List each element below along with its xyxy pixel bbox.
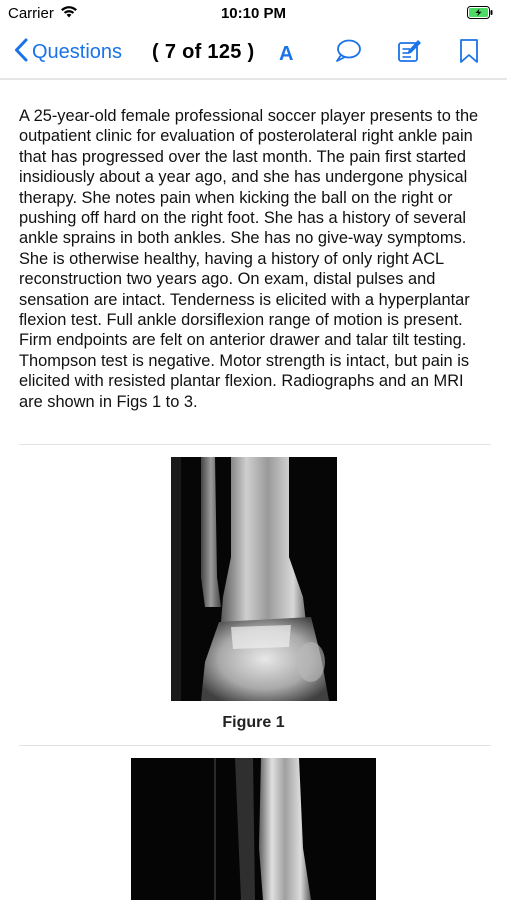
font-size-button[interactable]: A — [279, 43, 294, 65]
divider — [19, 745, 491, 746]
nav-divider — [0, 78, 507, 80]
question-text: A 25-year-old female professional soccer player presents to the outpatient clinic for evaluation of posterolateral right ankle pain that has progressed over the last month. The pain first started insidiously about a year ago, and she has undergone physical therapy. She notes pain when kicking the ball on the right or pushing off hard on the right foot. She has a history of several ankle sprains in both ankles. She has no give-way symptoms. She is otherwise healthy, having a history of only right ACL reconstruction two years ago. On exam, distal pulses and sensation are intact. Tenderness is elicited with a hyperplantar flexion test. Full ankle dorsiflexion range of motion is present. Firm endpoints are felt on anterior drawer and talar tilt testing. Thompson test is negative. Motor strength is intact, but pain is elicited with resisted plantar flexion. Radiographs and an MRI are shown in Figs 1 to 3. — [19, 107, 479, 411]
figure-1-image[interactable] — [171, 457, 337, 701]
figure-1-caption: Figure 1 — [222, 714, 285, 731]
status-time: 10:10 PM — [220, 5, 287, 22]
figure-2-image[interactable] — [131, 758, 376, 900]
back-button-label: Questions — [32, 41, 123, 63]
divider — [19, 444, 491, 445]
comment-icon[interactable] — [334, 38, 362, 69]
carrier-label: Carrier — [8, 5, 54, 22]
back-button[interactable] — [14, 38, 122, 67]
edit-note-icon[interactable] — [397, 38, 423, 69]
status-bar — [0, 0, 507, 28]
question-counter: ( 7 of 125 ) — [152, 41, 255, 63]
chevron-left-icon — [14, 38, 28, 67]
navigation-bar — [0, 28, 507, 78]
battery-charging-icon — [467, 6, 493, 24]
bookmark-icon[interactable] — [459, 38, 479, 69]
